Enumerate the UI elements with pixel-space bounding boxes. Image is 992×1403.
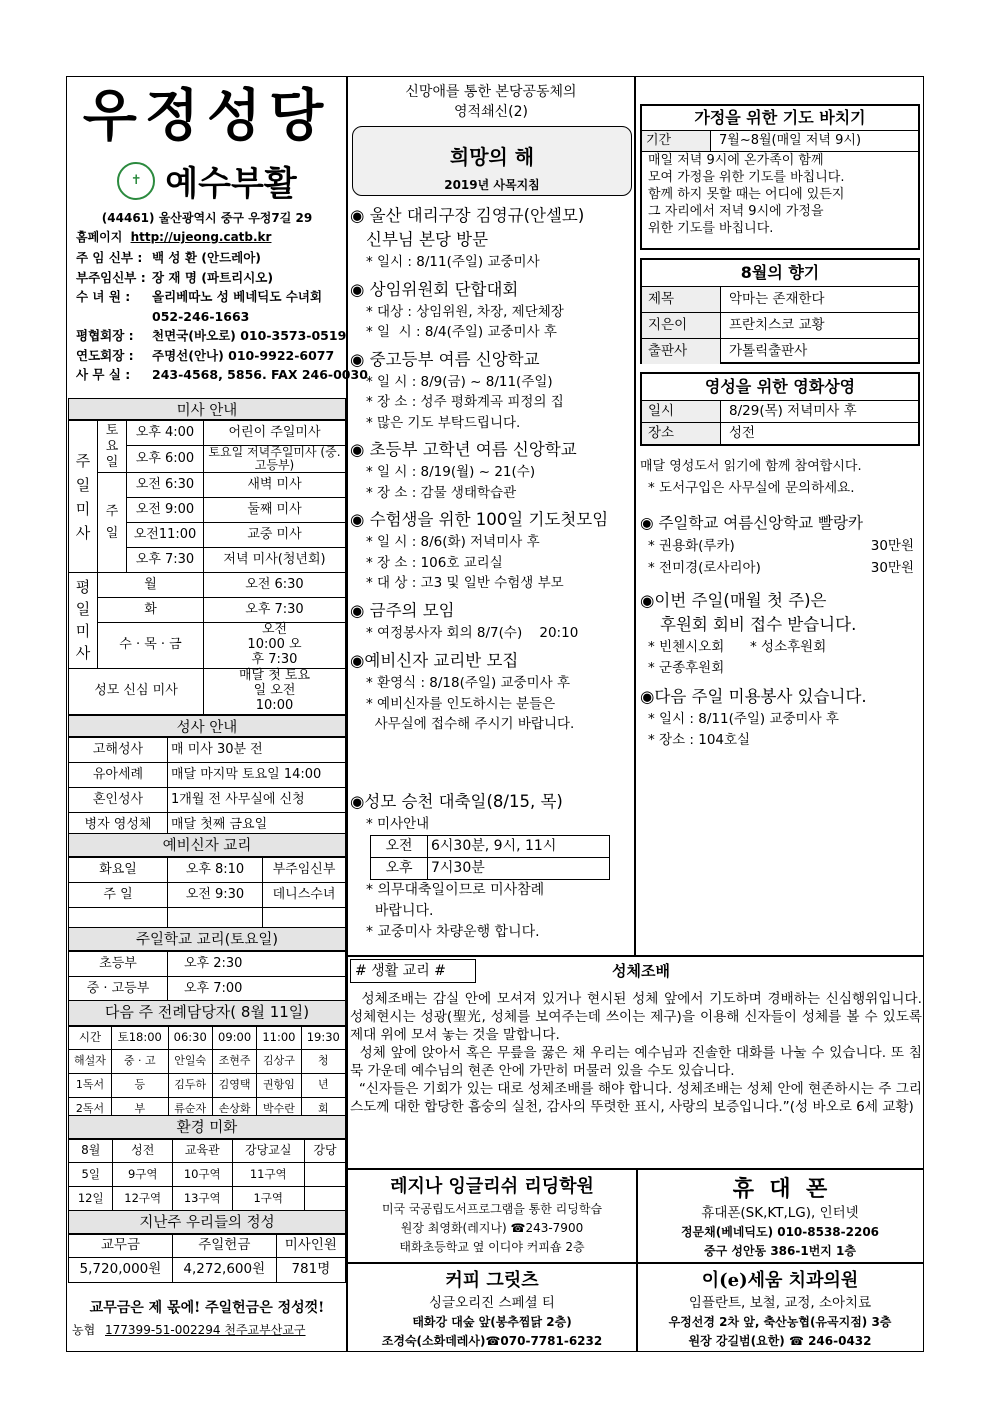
notice-detail: * 장 소 : 감물 생태학습관	[366, 484, 517, 501]
sacrament-row	[69, 738, 346, 763]
hair-item: * 장소 : 104호실	[648, 732, 751, 748]
duty-head-cell: 11:00	[257, 1027, 301, 1050]
staff-role: 주 임 신부 :	[76, 250, 143, 265]
duty-section	[68, 1000, 346, 1122]
ad-title: 이(e)세움 치과의원	[701, 1270, 859, 1291]
mass-desc: 어린이 주일미사	[204, 421, 346, 446]
school-table	[68, 951, 346, 1002]
assumption-heading: ◉성모 승천 대축일(8/15, 목)	[350, 792, 563, 811]
weekday-day: 화	[98, 598, 204, 623]
duty-header	[69, 1027, 346, 1050]
catechumen-day: 주 일	[69, 883, 168, 908]
sacrament-info: 매달 마지막 토요일 14:00	[168, 763, 346, 788]
notice-heading: ◉ 중고등부 여름 신앙학교	[350, 349, 540, 369]
assumption-row	[371, 836, 610, 858]
ad-line: 미국 국공립도서프로그램을 통한 리딩학습	[381, 1202, 603, 1216]
assumption-sub: * 미사안내	[366, 816, 430, 832]
mass-desc: 저녁 미사(청년회)	[204, 548, 346, 573]
staff-role: 부주임신부 :	[76, 269, 146, 285]
masthead	[68, 80, 368, 385]
movie-rows	[642, 401, 918, 444]
family-prayer-line: 그 자리에서 저녁 9시에 가정을	[648, 204, 824, 219]
duty-cell: 년	[301, 1074, 345, 1098]
catechumen-table	[68, 857, 346, 933]
env-cell	[304, 1163, 345, 1187]
ad-reading-academy	[348, 1170, 636, 1262]
doctrine-paragraph: 성체 앞에 앉아서 혹은 무릎을 꿇은 채 우리는 예수님과 진솔한 대화를 나눌 수 있습니다. 또 침묵 가운데 예수님의 현존 안에 가만히 머물러 있을 수도 있습니다.	[350, 1045, 922, 1079]
pastoral-intro	[348, 82, 634, 122]
address: (44461) 울산광역시 중구 우정7길 29	[101, 211, 313, 225]
notice-item	[350, 278, 634, 343]
notice-item	[350, 508, 634, 594]
right-notes	[640, 456, 922, 751]
doctrine-paragraph: “신자들은 기회가 있는 대로 성체조배를 해야 합니다. 성체조배는 성체 안에 현존하시는 주 그리스도께 대한 합당한 흠숭의 실천, 감사의 뚜렷한 표시, 사랑의 보증입니다.”(성 바오로 6세 교황)	[350, 1081, 922, 1115]
doctrine-body	[350, 990, 927, 1116]
staff-value: 천면국(바오로) 010-3573-0519	[152, 328, 347, 343]
sacrament-table	[68, 737, 346, 838]
env-cell: 12일	[69, 1187, 113, 1211]
offering-table	[68, 1234, 346, 1283]
staff-value: 주명선(안나) 010-9922-6077	[152, 347, 335, 363]
school-time: 오후 7:00	[168, 977, 346, 1002]
dues-item: * 군종후원회	[648, 660, 725, 676]
ad-line: 임플란트, 보철, 교정, 소아치료	[688, 1295, 872, 1311]
donor-amount: 30만원	[870, 560, 914, 576]
env-cell: 5일	[69, 1163, 113, 1187]
hair-item: * 일시 : 8/11(주일) 교중미사 후	[648, 711, 839, 727]
movie-value: 성전	[729, 425, 756, 441]
assumption-time-label: 오전	[371, 836, 428, 858]
divider-doctrine	[346, 955, 924, 957]
env-cell: 9구역	[113, 1163, 173, 1187]
hair-list	[640, 709, 922, 751]
offering-value: 5,720,000원	[69, 1258, 173, 1283]
notice-item	[350, 438, 634, 503]
doctrine-tag: # 생활 교리 #	[350, 959, 476, 983]
dues-list	[640, 637, 922, 679]
book-row	[642, 339, 918, 364]
duty-head-cell: 06:30	[168, 1027, 212, 1050]
ad-line: 원장 강길범(요한) ☎ 246-0432	[688, 1334, 872, 1348]
donor-amount: 30만원	[870, 538, 914, 554]
env-cell: 13구역	[172, 1187, 232, 1211]
intro-line-1: 신망애를 통한 본당공동체의	[405, 84, 577, 100]
movie-label: 장소	[642, 423, 721, 444]
notice-heading: ◉ 초등부 고학년 여름 신앙학교	[350, 440, 577, 459]
notice-detail: * 일 시 : 8/4(주일) 교중미사 후	[366, 324, 557, 340]
duty-head-cell: 19:30	[301, 1027, 345, 1050]
sacrament-row	[69, 763, 346, 788]
duty-cell: 등	[111, 1074, 168, 1098]
weekday-time: 오후 7:30	[204, 598, 346, 623]
offering-head-cell: 교무금	[69, 1235, 173, 1258]
offering-title: 지난주 우리들의 정성	[68, 1210, 346, 1234]
sacrament-section	[68, 715, 346, 838]
duty-cell: 회	[301, 1098, 345, 1122]
assumption-time: 6시30분, 9시, 11시	[428, 836, 610, 858]
movie-value: 8/29(목) 저녁미사 후	[729, 403, 857, 419]
ad-line: 원장 최영화(레지나) ☎243-7900	[400, 1221, 584, 1235]
staff-role: 수 녀 원 :	[76, 289, 131, 304]
env-head-cell: 8월	[69, 1140, 113, 1163]
donor-name: * 전미경(로사리아)	[648, 560, 761, 576]
offering-header	[69, 1235, 346, 1258]
holy-mass-label: 성모 신심 미사	[69, 668, 204, 714]
book-label: 지은이	[642, 313, 721, 338]
offering-head-cell: 주일헌금	[172, 1235, 276, 1258]
parish-title: 우정성당	[82, 83, 332, 149]
notice-heading: ◉ 울산 대리구장 김영규(안셀모)	[350, 206, 585, 225]
homepage-line	[68, 228, 346, 245]
staff-row	[76, 365, 368, 385]
bank-label: 농협	[72, 1323, 96, 1337]
mass-desc: 토요일 저녁주일미사 (중.고등부)	[204, 446, 346, 473]
notice-detail: * 일 시 : 8/19(월) ~ 21(수)	[366, 464, 536, 480]
school-time: 오후 2:30	[168, 952, 346, 977]
assumption-notes	[350, 880, 634, 943]
book-value: 악마는 존재한다	[729, 291, 825, 307]
family-prayer-line: 함께 하지 못할 때는 어디에 있든지	[648, 187, 845, 202]
book-box	[640, 258, 920, 364]
env-head-cell: 강당교실	[232, 1140, 304, 1163]
weekday-time: 오전 10:00 오후 7:30	[204, 623, 346, 669]
book-value: 프란치스코 교황	[729, 317, 825, 333]
book-row	[642, 313, 918, 339]
staff-value: 243-4568, 5856. FAX 246-0030	[152, 367, 368, 382]
catechumen-row	[69, 883, 346, 908]
ad-title: 커피 그릿츠	[445, 1270, 539, 1291]
saturday-label: 토요일	[98, 421, 127, 473]
dues-heading-2: 후원회 회비 접수 받습니다.	[660, 615, 857, 634]
duty-cell: 조현주	[212, 1050, 256, 1074]
mass-title: 미사 안내	[68, 398, 346, 420]
notice-heading: ◉ 상임위원회 단합대회	[350, 279, 519, 299]
reading-note: 매달 영성도서 읽기에 함께 참여합시다.	[640, 459, 862, 474]
mass-time: 오전11:00	[127, 523, 204, 548]
env-cell: 10구역	[172, 1163, 232, 1187]
bread-list	[640, 535, 922, 579]
ad-line: 싱글오리진 스페셜 티	[429, 1295, 555, 1311]
weekday-day: 수 · 목 · 금	[98, 623, 204, 669]
catechumen-row	[69, 858, 346, 883]
duty-cell: 손상화	[212, 1098, 256, 1122]
notice-detail: 사무실에 접수해 주시기 바랍니다.	[366, 716, 575, 732]
book-label: 출판사	[642, 339, 721, 364]
dues-item: * 빈첸시오회 * 성소후원회	[648, 639, 827, 655]
sacrament-name: 유아세례	[69, 763, 168, 788]
mass-time: 오전 9:00	[127, 498, 204, 523]
duty-head-cell: 시간	[69, 1027, 112, 1050]
catechumen-teacher: 데니스수녀	[263, 883, 346, 908]
env-row	[69, 1187, 346, 1211]
sacrament-info: 매달 첫째 금요일	[168, 813, 346, 838]
ad-line: 태화강 대숲 앞(봉추찜닭 2층)	[412, 1315, 572, 1329]
ad-title: 휴 대 폰	[732, 1176, 828, 1202]
notice-detail: * 장 소 : 106호 교리실	[366, 554, 503, 571]
movie-row	[642, 401, 918, 423]
offering-head-cell: 미사인원	[276, 1235, 345, 1258]
divider-left	[346, 76, 348, 1352]
notice-detail: * 일 시 : 8/9(금) ~ 8/11(주일)	[366, 373, 553, 390]
holy-mass-time: 매달 첫 토요일 오전 10:00	[204, 668, 346, 714]
weekday-day: 월	[98, 573, 204, 598]
notice-detail: * 대 상 : 고3 및 일반 수험생 부모	[366, 575, 564, 591]
notice-detail: * 대상 : 상임위원, 차장, 제단체장	[366, 303, 564, 320]
staff-role: 사 무 실 :	[76, 367, 131, 382]
offering-section	[68, 1210, 346, 1338]
notice-detail: * 일 시 : 8/6(화) 저녁미사 후	[366, 534, 540, 550]
ad-mobile-shop	[638, 1170, 922, 1262]
duty-cell: 중 · 고	[111, 1050, 168, 1074]
mass-desc: 둘째 미사	[204, 498, 346, 523]
family-prayer-title: 가정을 위한 기도 바치기	[642, 106, 918, 131]
duty-title: 다음 주 전례담당자( 8월 11일)	[68, 1000, 346, 1026]
staff-row	[76, 346, 346, 366]
sacrament-info: 1개월 전 사무실에 신청	[168, 788, 346, 813]
notice-item	[350, 348, 634, 434]
offering-value: 4,272,600원	[172, 1258, 276, 1283]
duty-row	[69, 1074, 346, 1098]
period-value: 7월~8월(매일 저녁 9시)	[719, 133, 862, 148]
assumption-table	[370, 835, 610, 880]
staff-role: 평협회장 :	[76, 328, 134, 343]
notice-heading-2: 신부님 본당 방문	[366, 230, 489, 249]
family-prayer-period	[642, 131, 918, 152]
env-head-cell: 성전	[113, 1140, 173, 1163]
assumption-time-label: 오후	[371, 858, 428, 880]
duty-cell: 안일숙	[168, 1050, 212, 1074]
env-title: 환경 미화	[68, 1115, 346, 1139]
hair-heading: ◉다음 주일 미용봉사 있습니다.	[640, 687, 867, 706]
mass-table	[68, 420, 346, 715]
school-row	[69, 977, 346, 1002]
staff-row	[76, 248, 346, 268]
movie-label: 일시	[642, 401, 721, 422]
staff-value: 올리베따노 성 베네딕도 수녀회	[152, 289, 323, 304]
duty-table	[68, 1026, 346, 1122]
notice-heading: ◉ 금주의 모임	[350, 600, 455, 620]
env-cell	[304, 1187, 345, 1211]
homepage-label: 홈페이지	[76, 230, 123, 244]
staff-row	[76, 307, 346, 327]
easter-subtitle: 예수부활	[165, 164, 297, 204]
bank-account: 177399-51-002294 천주교부산교구	[105, 1323, 306, 1337]
movie-title: 영성을 위한 영화상영	[642, 374, 918, 401]
catechumen-title: 예비신자 교리	[68, 833, 346, 857]
staff-value: 장 재 명 (파트리시오)	[152, 269, 274, 285]
notice-item	[350, 204, 634, 273]
movie-box	[640, 372, 920, 446]
mass-desc: 교중 미사	[204, 523, 346, 548]
notice-item	[350, 649, 634, 735]
sacrament-name: 고해성사	[69, 738, 168, 763]
ad-line: 태화초등학교 옆 이디야 커피숍 2층	[399, 1240, 585, 1254]
env-table	[68, 1139, 346, 1211]
bread-heading: ◉ 주일학교 여름신앙학교 빨랑카	[640, 514, 863, 532]
duty-cell: 부	[111, 1098, 168, 1122]
duty-cell: 2독서	[69, 1098, 112, 1122]
family-prayer-line: 모여 가정을 위한 기도를 바칩니다.	[648, 170, 845, 185]
movie-row	[642, 423, 918, 444]
sacrament-row	[69, 788, 346, 813]
family-prayer-text	[642, 152, 918, 237]
weekday-time: 오전 6:30	[204, 573, 346, 598]
notices	[350, 204, 634, 740]
staff-value: 052-246-1663	[152, 308, 250, 324]
sacrament-title: 성사 안내	[68, 715, 346, 737]
period-label: 기간	[642, 131, 711, 151]
mass-desc: 새벽 미사	[204, 473, 346, 498]
staff-row	[76, 287, 346, 307]
ad-dental	[638, 1264, 922, 1352]
book-value: 가톨릭출판사	[729, 343, 808, 359]
duty-cell: 류순자	[168, 1098, 212, 1122]
staff-row	[76, 326, 346, 346]
notice-detail: * 여정봉사자 회의 8/7(수) 20:10	[366, 624, 579, 641]
env-cell: 12구역	[113, 1187, 173, 1211]
env-head-cell: 강당	[304, 1140, 345, 1163]
ad-line: 우정선경 2차 앞, 축산농협(유곡지점) 3층	[668, 1315, 892, 1329]
duty-cell: 청	[301, 1050, 345, 1074]
env-header	[69, 1140, 346, 1163]
ad-line: 중구 성안동 386-1번지 1층	[704, 1244, 856, 1258]
sacrament-info: 매 미사 30분 전	[168, 738, 346, 763]
duty-head-cell: 09:00	[212, 1027, 256, 1050]
family-prayer-line: 위한 기도를 바칩니다.	[648, 221, 774, 236]
staff-role: 연도회장 :	[76, 347, 134, 363]
assumption-time: 7시30분	[428, 858, 610, 880]
pastoral-title: 희망의 해	[449, 145, 535, 169]
mass-time: 오후 7:30	[127, 548, 204, 573]
assumption-note: 바랍니다.	[366, 903, 434, 919]
notice-detail: * 환영식 : 8/18(주일) 교중미사 후	[366, 675, 571, 691]
staff-row	[76, 268, 346, 288]
intro-line-2: 영적쇄신(2)	[454, 104, 528, 120]
donor-name: * 권용화(루카)	[648, 538, 735, 554]
duty-cell: 권항임	[257, 1074, 301, 1098]
catechumen-day: 화요일	[69, 858, 168, 883]
dues-heading: ◉이번 주일(매월 첫 주)은	[640, 591, 827, 610]
env-cell: 11구역	[232, 1163, 304, 1187]
catechumen-time: 오후 8:10	[168, 858, 263, 883]
ad-coffee	[348, 1264, 636, 1352]
sacrament-name: 병자 영성체	[69, 813, 168, 838]
notice-heading: ◉ 수험생을 위한 100일 기도첫모임	[350, 510, 609, 529]
offering-value: 781명	[276, 1258, 345, 1283]
school-section	[68, 927, 346, 1002]
notice-heading: ◉예비신자 교리반 모집	[350, 651, 519, 670]
duty-cell: 김영택	[212, 1074, 256, 1098]
doctrine-title: 성체조배	[612, 962, 670, 980]
pastoral-year: 2019년 사목지침	[444, 178, 540, 192]
duty-cell: 1독서	[69, 1074, 112, 1098]
weekday-label: 평일미사	[69, 573, 98, 669]
duty-head-cell: 토18:00	[111, 1027, 168, 1050]
school-grade: 초등부	[69, 952, 168, 977]
duty-cell: 김상구	[257, 1050, 301, 1074]
duty-cell: 박수란	[257, 1098, 301, 1122]
notice-detail: * 예비신자를 인도하시는 분들은	[366, 695, 556, 712]
book-label: 제목	[642, 287, 721, 312]
staff-list	[68, 248, 368, 385]
notice-detail: * 많은 기도 부탁드립니다.	[366, 414, 521, 431]
catechumen-time: 오전 9:30	[168, 883, 263, 908]
sun-label: 주일	[98, 473, 127, 573]
notice-detail: * 장 소 : 성주 평화계곡 피정의 집	[366, 394, 564, 410]
sacrament-name: 혼인성사	[69, 788, 168, 813]
family-prayer-line: 매일 저녁 9시에 온가족이 함께	[648, 153, 824, 168]
sunday-label: 주일미사	[69, 421, 98, 573]
church-logo-icon: ✝	[117, 162, 155, 200]
assumption-section	[350, 790, 634, 943]
offering-slogan: 교무금은 제 몫에! 주일헌금은 정성껏!	[89, 1300, 325, 1316]
book-title: 8월의 향기	[642, 260, 918, 287]
duty-cell: 해설자	[69, 1050, 112, 1074]
offering-values	[69, 1258, 346, 1283]
assumption-note: * 의무대축일이므로 미사참례	[366, 882, 545, 898]
duty-row	[69, 1050, 346, 1074]
bread-row	[640, 535, 922, 557]
doctrine-paragraph: 성체조배는 감실 안에 모셔져 있거나 현시된 성체 앞에서 기도하며 경배하는 신심행위입니다. 성체현시는 성광(聖光, 성체를 보여주는데 쓰이는 제구)을 이용해 신자들이 성체를 볼 수 있도록 제대 위에 모셔 놓는 것을 말합니다.	[350, 991, 927, 1043]
staff-value: 백 성 환 (안드레아)	[152, 250, 262, 265]
bread-row	[640, 557, 922, 579]
catechumen-section	[68, 833, 346, 933]
book-rows	[642, 287, 918, 364]
family-prayer-box	[640, 104, 920, 250]
book-row	[642, 287, 918, 313]
reading-item: * 도서구입은 사무실에 문의하세요.	[648, 480, 855, 496]
mass-time: 오전 6:30	[127, 473, 204, 498]
catechumen-teacher: 부주임신부	[263, 858, 346, 883]
pastoral-banner	[352, 126, 632, 196]
notice-item	[350, 599, 634, 644]
ad-line: 정문채(베네딕도) 010-8538-2206	[680, 1225, 880, 1239]
env-row	[69, 1163, 346, 1187]
school-grade: 중 · 고등부	[69, 977, 168, 1002]
ad-line: 조경숙(소화데레사)☎070-7781-6232	[381, 1334, 603, 1348]
assumption-row	[371, 858, 610, 880]
env-section	[68, 1115, 346, 1211]
school-title: 주일학교 교리(토요일)	[68, 927, 346, 951]
school-row	[69, 952, 346, 977]
bank-line	[68, 1321, 346, 1338]
homepage-link[interactable]: http://ujeong.catb.kr	[130, 230, 272, 244]
ad-line: 휴대폰(SK,KT,LG), 인터넷	[701, 1205, 859, 1221]
notice-detail: * 일시 : 8/11(주일) 교중미사	[366, 254, 540, 270]
mass-section	[68, 398, 346, 715]
ad-title: 레지나 잉글리쉬 리딩학원	[390, 1176, 594, 1197]
mass-time: 오후 4:00	[127, 421, 204, 446]
assumption-note: * 교중미사 차량운행 합니다.	[366, 924, 540, 940]
duty-cell: 김두하	[168, 1074, 212, 1098]
env-cell: 1구역	[232, 1187, 304, 1211]
mass-time: 오후 6:00	[127, 446, 204, 473]
divider-right	[634, 76, 636, 955]
env-head-cell: 교육관	[172, 1140, 232, 1163]
